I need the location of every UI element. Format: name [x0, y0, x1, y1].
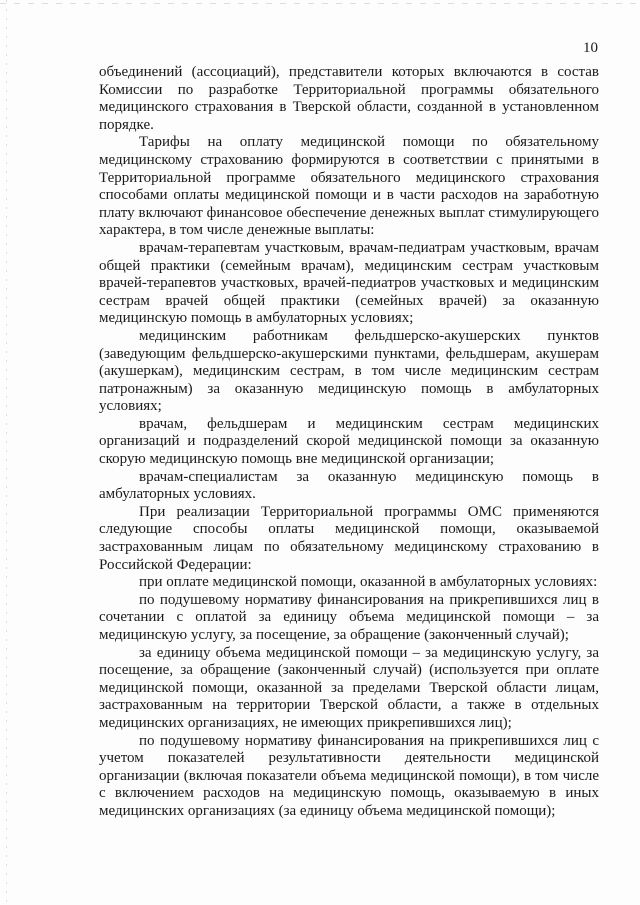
paragraph-feldsher-stations: медицинским работникам фельдшерско-акушерских пунктов (заведующим фельдшерско-акушерскими пунктами, фельдшерам, акушерам (акушеркам), медицинским сестрам, в том числе медицинским сестрам патронажным) за оказанную медицинскую помощь в амбулаторных условиях; [99, 327, 599, 415]
paragraph-per-unit-volume: за единицу объема медицинской помощи – за медицинскую услугу, за посещение, за обращение (законченный случай) (используется при оплате медицинской помощи, оказанной за пределами Тверской области лицам, застрахованным на территории Тверской области, а также в отдельных медицинских организациях, не имеющих прикрепившихся лиц); [99, 644, 599, 731]
paragraph-per-capita-combined: по подушевому нормативу финансирования на прикрепившихся лиц в сочетании с оплатой за единицу объема медицинской помощи – за медицинскую услугу, за посещение, за обращение (законченный случай); [99, 591, 599, 643]
paragraph-specialists: врачам-специалистам за оказанную медицинскую помощь в амбулаторных условиях. [99, 468, 599, 503]
scan-edge-left [6, 0, 7, 905]
paragraph-tariffs: Тарифы на оплату медицинской помощи по обязательному медицинскому страхованию формируются в соответствии с принятыми в Территориальной программе обязательного медицинского страхования способами оплаты медицинской помощи и в части расходов на заработную плату включают финансовое обеспечение денежных выплат стимулирующего характера, в том числе денежные выплаты: [99, 134, 599, 239]
paragraph-payment-methods: При реализации Территориальной программы ОМС применяются следующие способы оплаты медицинской помощи, оказываемой застрахованным лицам по обязательному медицинскому страхованию в Российской Федерации: [99, 503, 599, 573]
page-number: 10 [583, 40, 598, 56]
paragraph-outpatient-payment: при оплате медицинской помощи, оказанной в амбулаторных условиях: [139, 574, 598, 591]
paragraph-emergency-care: врачам, фельдшерам и медицинским сестрам медицинских организаций и подразделений скорой медицинской помощи за оказанную скорую медицинскую помощь вне медицинской организации; [99, 415, 599, 468]
paragraph-district-physicians: врачам-терапевтам участковым, врачам-педиатрам участковым, врачам общей практики (семейным врачам), медицинским сестрам участковым врачей-терапевтов участковых, врачей-педиатров участковых и медицинским сестрам врачей общей практики (семейных врачей) за оказанную медицинскую помощь в амбулаторных условиях; [99, 239, 599, 327]
paragraph-associations: объединений (ассоциаций), представители которых включаются в состав Комиссии по разработке Территориальной программы обязательного медицинского страхования в Тверской области, созданной в установленном порядке. [99, 64, 599, 133]
paragraph-per-capita-performance: по подушевому нормативу финансирования на прикрепившихся лиц с учетом показателей результативности деятельности медицинской организации (включая показатели объема медицинской помощи), в том числе с включением расходов на медицинскую помощь, оказываемую в иных медицинских организациях (за единицу объема медицинской помощи); [99, 732, 599, 819]
scan-edge-top [0, 3, 640, 4]
document-body [99, 64, 599, 821]
